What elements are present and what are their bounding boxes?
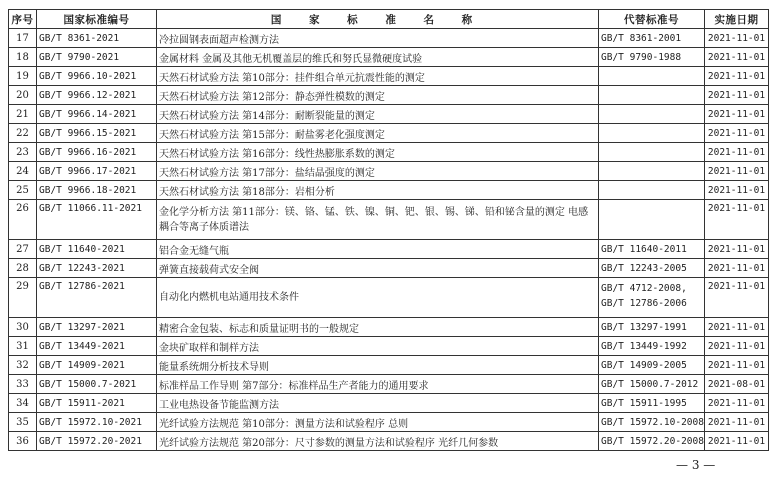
standard-code: GB/T 9966.15-2021 (37, 124, 157, 143)
standard-name: 天然石材试验方法 第16部分：线性热膨胀系数的测定 (157, 143, 599, 162)
standard-name: 光纤试验方法规范 第10部分：测量方法和试验程序 总则 (157, 413, 599, 432)
table-row (9, 67, 769, 86)
effective-date: 2021-11-01 (705, 162, 769, 181)
standard-name: 天然石材试验方法 第17部分：盐结晶强度的测定 (157, 162, 599, 181)
table-row (9, 86, 769, 105)
table-row (9, 356, 769, 375)
effective-date: 2021-11-01 (705, 181, 769, 200)
standard-code: GB/T 9966.16-2021 (37, 143, 157, 162)
table-row (9, 200, 769, 240)
standard-code: GB/T 9966.17-2021 (37, 162, 157, 181)
row-number: 36 (9, 432, 37, 451)
effective-date: 2021-11-01 (705, 394, 769, 413)
standard-code: GB/T 11640-2021 (37, 240, 157, 259)
row-number: 27 (9, 240, 37, 259)
standard-code: GB/T 9966.18-2021 (37, 181, 157, 200)
standard-name: 金化学分析方法 第11部分：镁、铬、锰、铁、镍、铜、钯、银、锡、锑、铅和铋含量的测定 电感耦合等离子体质谱法 (157, 200, 599, 240)
row-number: 18 (9, 48, 37, 67)
standards-table (8, 9, 769, 451)
header-code: 国家标准编号 (37, 10, 157, 29)
standard-code: GB/T 13449-2021 (37, 337, 157, 356)
row-number: 26 (9, 200, 37, 240)
replaced-standard (599, 200, 705, 240)
effective-date: 2021-11-01 (705, 259, 769, 278)
replaced-standard: GB/T 12243-2005 (599, 259, 705, 278)
table-row (9, 432, 769, 451)
standard-name: 冷拉圆钢表面超声检测方法 (157, 29, 599, 48)
table-row (9, 394, 769, 413)
effective-date: 2021-11-01 (705, 356, 769, 375)
replaced-standard (599, 124, 705, 143)
standard-code: GB/T 8361-2021 (37, 29, 157, 48)
table-body (9, 29, 769, 451)
effective-date: 2021-11-01 (705, 413, 769, 432)
replaced-standard (599, 181, 705, 200)
effective-date: 2021-11-01 (705, 67, 769, 86)
table-header-row (9, 10, 769, 29)
row-number: 22 (9, 124, 37, 143)
standard-code: GB/T 9966.10-2021 (37, 67, 157, 86)
table-row (9, 318, 769, 337)
replaced-standard: GB/T 8361-2001 (599, 29, 705, 48)
row-number: 17 (9, 29, 37, 48)
row-number: 31 (9, 337, 37, 356)
replaced-standard: GB/T 14909-2005 (599, 356, 705, 375)
standard-code: GB/T 15000.7-2021 (37, 375, 157, 394)
row-number: 23 (9, 143, 37, 162)
table-row (9, 143, 769, 162)
table-row (9, 124, 769, 143)
standard-name: 金块矿取样和制样方法 (157, 337, 599, 356)
standard-name: 光纤试验方法规范 第20部分：尺寸参数的测量方法和试验程序 光纤几何参数 (157, 432, 599, 451)
effective-date: 2021-11-01 (705, 240, 769, 259)
standard-code: GB/T 15972.10-2021 (37, 413, 157, 432)
replaced-standard: GB/T 4712-2008, GB/T 12786-2006 (599, 278, 705, 318)
row-number: 34 (9, 394, 37, 413)
replaced-standard: GB/T 15972.10-2008 (599, 413, 705, 432)
table-row (9, 105, 769, 124)
standard-code: GB/T 9966.12-2021 (37, 86, 157, 105)
table-row (9, 278, 769, 318)
header-name: 国 家 标 准 名 称 (157, 10, 599, 29)
replaced-standard: GB/T 15000.7-2012 (599, 375, 705, 394)
header-date: 实施日期 (705, 10, 769, 29)
replaced-standard (599, 86, 705, 105)
effective-date: 2021-08-01 (705, 375, 769, 394)
row-number: 25 (9, 181, 37, 200)
effective-date: 2021-11-01 (705, 200, 769, 240)
effective-date: 2021-11-01 (705, 86, 769, 105)
replaced-standard (599, 162, 705, 181)
row-number: 24 (9, 162, 37, 181)
replaced-standard: GB/T 11640-2011 (599, 240, 705, 259)
standard-name: 工业电热设备节能监测方法 (157, 394, 599, 413)
row-number: 32 (9, 356, 37, 375)
replaced-standard: GB/T 13449-1992 (599, 337, 705, 356)
replaced-standard: GB/T 9790-1988 (599, 48, 705, 67)
row-number: 28 (9, 259, 37, 278)
standard-code: GB/T 11066.11-2021 (37, 200, 157, 240)
row-number: 19 (9, 67, 37, 86)
effective-date: 2021-11-01 (705, 29, 769, 48)
standard-name: 天然石材试验方法 第14部分：耐断裂能量的测定 (157, 105, 599, 124)
standard-name: 天然石材试验方法 第18部分：岩相分析 (157, 181, 599, 200)
effective-date: 2021-11-01 (705, 143, 769, 162)
standard-name: 自动化内燃机电站通用技术条件 (157, 278, 599, 318)
replaced-standard (599, 143, 705, 162)
table-row (9, 181, 769, 200)
header-replaces: 代替标准号 (599, 10, 705, 29)
standard-name: 天然石材试验方法 第12部分：静态弹性模数的测定 (157, 86, 599, 105)
standard-name: 弹簧直接载荷式安全阀 (157, 259, 599, 278)
standard-name: 天然石材试验方法 第10部分：挂件组合单元抗震性能的测定 (157, 67, 599, 86)
standard-code: GB/T 9966.14-2021 (37, 105, 157, 124)
standard-code: GB/T 12786-2021 (37, 278, 157, 318)
standard-code: GB/T 9790-2021 (37, 48, 157, 67)
effective-date: 2021-11-01 (705, 124, 769, 143)
table-row (9, 259, 769, 278)
standard-name: 天然石材试验方法 第15部分：耐盐雾老化强度测定 (157, 124, 599, 143)
standard-code: GB/T 12243-2021 (37, 259, 157, 278)
replaced-standard (599, 105, 705, 124)
effective-date: 2021-11-01 (705, 278, 769, 318)
effective-date: 2021-11-01 (705, 337, 769, 356)
standard-code: GB/T 15972.20-2021 (37, 432, 157, 451)
replaced-standard (599, 67, 705, 86)
table-row (9, 29, 769, 48)
effective-date: 2021-11-01 (705, 432, 769, 451)
table-row (9, 375, 769, 394)
replaced-standard: GB/T 13297-1991 (599, 318, 705, 337)
standard-code: GB/T 14909-2021 (37, 356, 157, 375)
header-no: 序号 (9, 10, 37, 29)
effective-date: 2021-11-01 (705, 48, 769, 67)
row-number: 30 (9, 318, 37, 337)
standard-code: GB/T 15911-2021 (37, 394, 157, 413)
table-row (9, 48, 769, 67)
table-row (9, 337, 769, 356)
replaced-standard: GB/T 15911-1995 (599, 394, 705, 413)
standard-code: GB/T 13297-2021 (37, 318, 157, 337)
row-number: 35 (9, 413, 37, 432)
standard-name: 能量系统㶲分析技术导则 (157, 356, 599, 375)
effective-date: 2021-11-01 (705, 105, 769, 124)
table-row (9, 413, 769, 432)
row-number: 21 (9, 105, 37, 124)
table-row (9, 162, 769, 181)
effective-date: 2021-11-01 (705, 318, 769, 337)
row-number: 29 (9, 278, 37, 318)
table-row (9, 240, 769, 259)
replaced-standard: GB/T 15972.20-2008 (599, 432, 705, 451)
page-number: — 3 — (676, 458, 716, 472)
standard-name: 精密合金包装、标志和质量证明书的一般规定 (157, 318, 599, 337)
standard-name: 标准样品工作导则 第7部分：标准样品生产者能力的通用要求 (157, 375, 599, 394)
standard-name: 金属材料 金属及其他无机覆盖层的维氏和努氏显微硬度试验 (157, 48, 599, 67)
row-number: 33 (9, 375, 37, 394)
row-number: 20 (9, 86, 37, 105)
standard-name: 铝合金无缝气瓶 (157, 240, 599, 259)
